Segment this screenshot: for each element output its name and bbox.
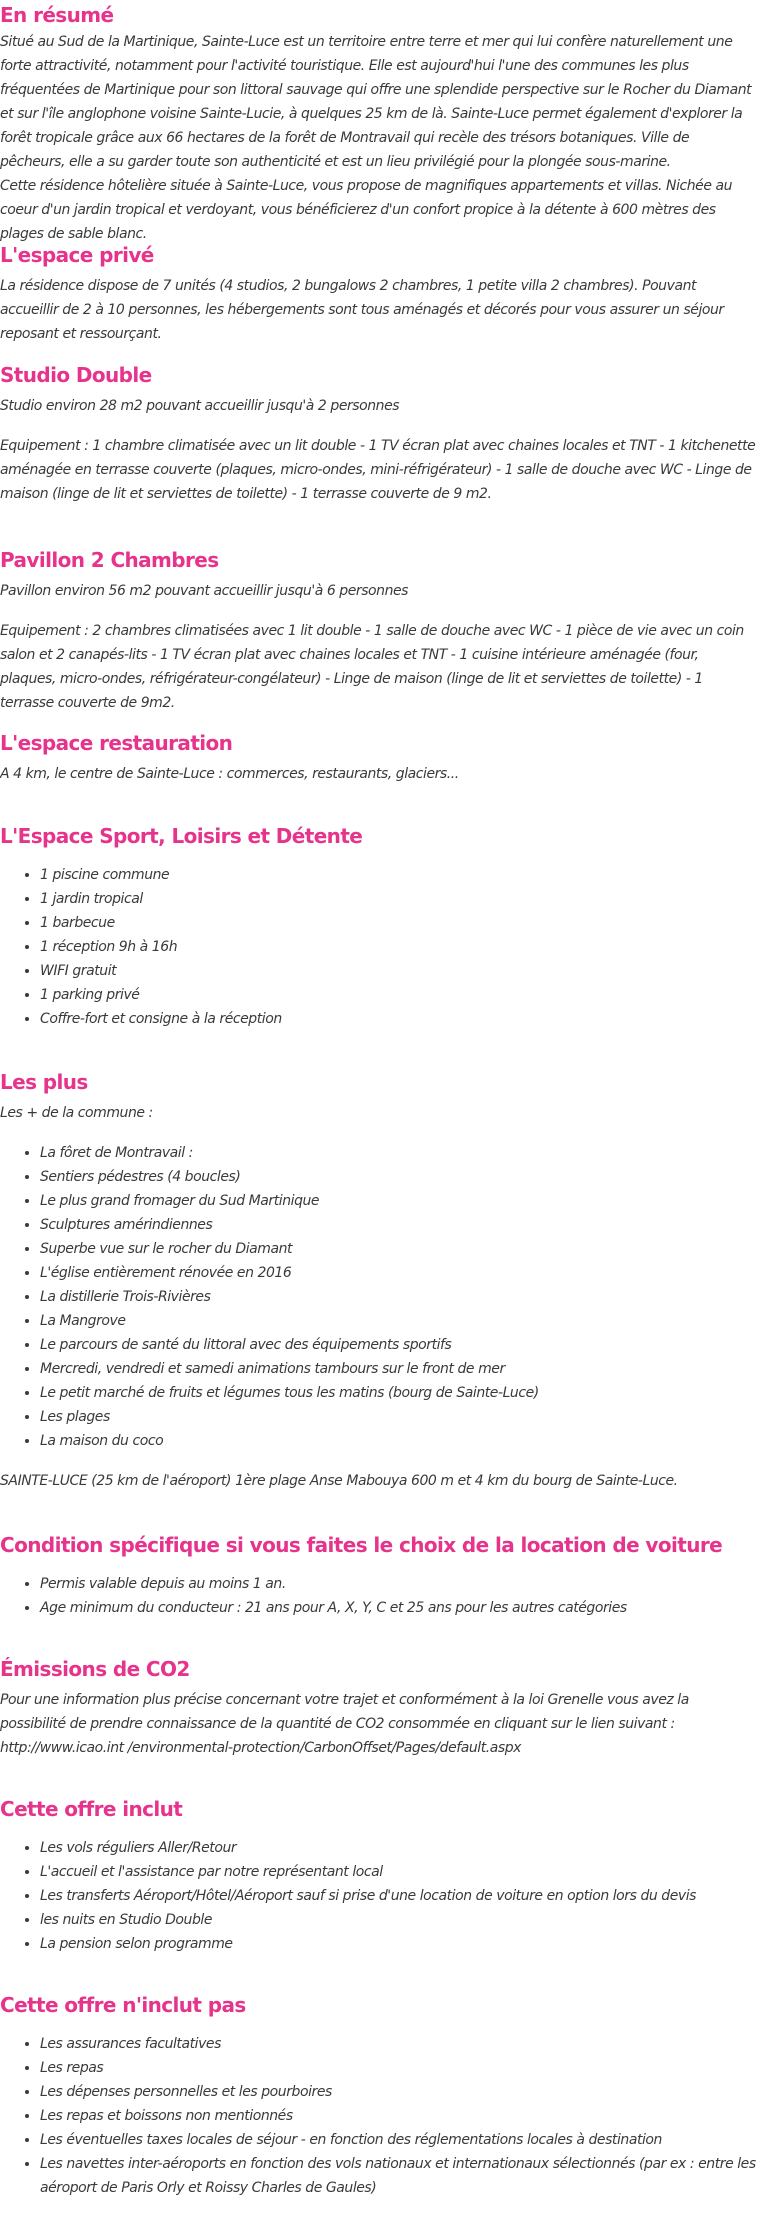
section-sport-loisirs <box>0 821 758 1067</box>
list-item: • L'accueil et l'assistance par notre représentant local <box>40 1860 758 1884</box>
list-item: • WIFI gratuit <box>40 959 758 983</box>
list-item: • Les vols réguliers Aller/Retour <box>40 1836 758 1860</box>
list-item: • Le petit marché de fruits et légumes tous les matins (bourg de Sainte-Luce) <box>40 1381 758 1405</box>
section-title: Cette offre inclut <box>0 1797 183 1821</box>
section-espace-prive <box>0 240 758 360</box>
list-item: • L'église entièrement rénovée en 2016 <box>40 1261 758 1285</box>
section-title: Condition spécifique si vous faites le choix de la location de voiture <box>0 1533 723 1557</box>
list-item: • Sentiers pédestres (4 boucles) <box>40 1165 758 1189</box>
list-item: • Le plus grand fromager du Sud Martinique <box>40 1189 758 1213</box>
paragraph: Les + de la commune : <box>0 1105 153 1121</box>
list-item: • Les assurances facultatives <box>40 2032 758 2056</box>
section-co2 <box>0 1654 758 1794</box>
section-title: L'Espace Sport, Loisirs et Détente <box>0 824 363 848</box>
list-item: • La Mangrove <box>40 1309 758 1333</box>
amenities-list <box>0 863 758 1031</box>
included-list <box>0 1836 758 1956</box>
list-item: • Superbe vue sur le rocher du Diamant <box>40 1237 758 1261</box>
paragraph: Equipement : 1 chambre climatisée avec un lit double - 1 TV écran plat avec chaines locales et TNT - 1 kitchenette aménagée en terrasse couverte (plaques, micro-ondes, mini-réfrigérateur) - 1 salle de douche avec WC - Linge de maison (linge de lit et serviettes de toilette) - 1 terrasse couverte de 9 m2. <box>0 438 756 502</box>
section-title: Pavillon 2 Chambres <box>0 548 219 572</box>
list-item: • 1 jardin tropical <box>40 887 758 911</box>
paragraph: Pour une information plus précise concernant votre trajet et conformément à la loi Grenelle vous avez la possibilité de prendre connaissance de la quantité de CO2 consommée en cliquant sur le lien suivant : http://www.icao.int /environmental-protection/CarbonOffset/Pages/default.aspx <box>0 1692 689 1756</box>
list-item: • 1 réception 9h à 16h <box>40 935 758 959</box>
list-item: • La maison du coco <box>40 1429 758 1453</box>
section-title: Émissions de CO2 <box>0 1657 190 1681</box>
paragraph: Cette résidence hôtelière située à Sainte-Luce, vous propose de magnifiques appartements et villas. Nichée au coeur d'un jardin tropical et verdoyant, vous bénéficierez d'un confort propice à la détente à 600 mètres des plages de sable blanc. <box>0 178 733 242</box>
section-restauration <box>0 728 758 821</box>
list-item: • 1 barbecue <box>40 911 758 935</box>
list-item: • 1 parking privé <box>40 983 758 1007</box>
car-rental-conditions-list <box>0 1572 758 1620</box>
section-pavillon <box>0 545 758 728</box>
section-title: L'espace privé <box>0 243 154 267</box>
section-resume <box>0 0 758 240</box>
commune-highlights-list <box>0 1141 758 1453</box>
section-offre-non-inclus <box>0 1990 758 2200</box>
list-item: • Mercredi, vendredi et samedi animations tambours sur le front de mer <box>40 1357 758 1381</box>
section-studio-double <box>0 360 758 545</box>
paragraph: La résidence dispose de 7 unités (4 studios, 2 bungalows 2 chambres, 1 petite villa 2 chambres). Pouvant accueillir de 2 à 10 personnes, les hébergements sont tous aménagés et décorés pour vous assurer un séjour reposant et ressourçant. <box>0 278 724 342</box>
section-les-plus <box>0 1067 758 1530</box>
list-item: • Coffre-fort et consigne à la réception <box>40 1007 758 1031</box>
paragraph: Equipement : 2 chambres climatisées avec 1 lit double - 1 salle de douche avec WC - 1 pièce de vie avec un coin salon et 2 canapés-lits - 1 TV écran plat avec chaines locales et TNT - 1 cuisine intérieure aménagée (four, plaques, micro-ondes, réfrigérateur-congélateur) - Linge de maison (linge de lit et serviettes de toilette) - 1 terrasse couverte de 9m2. <box>0 623 744 711</box>
list-item: • Permis valable depuis au moins 1 an. <box>40 1572 758 1596</box>
list-item: • Les navettes inter-aéroports en fonction des vols nationaux et internationaux sélectionnés (par ex : entre les aéroport de Paris Orly et Roissy Charles de Gaules) <box>40 2152 758 2200</box>
section-title: Cette offre n'inclut pas <box>0 1993 246 2017</box>
paragraph: Pavillon environ 56 m2 pouvant accueillir jusqu'à 6 personnes <box>0 583 409 599</box>
list-item: • Les plages <box>40 1405 758 1429</box>
paragraph: A 4 km, le centre de Sainte-Luce : commerces, restaurants, glaciers... <box>0 766 459 782</box>
paragraph: SAINTE-LUCE (25 km de l'aéroport) 1ère plage Anse Mabouya 600 m et 4 km du bourg de Sainte-Luce. <box>0 1473 678 1489</box>
section-offre-inclut <box>0 1794 758 1990</box>
not-included-list <box>0 2032 758 2200</box>
paragraph: Situé au Sud de la Martinique, Sainte-Luce est un territoire entre terre et mer qui lui confère naturellement une forte attractivité, notamment pour l'activité touristique. Elle est aujourd'hui l'une des communes les plus fréquentées de Martinique pour son littoral sauvage qui offre une splendide perspective sur le Rocher du Diamant et sur l'île anglophone voisine Sainte-Lucie, à quelques 25 km de là. Sainte-Luce permet également d'explorer la forêt tropicale grâce aux 66 hectares de la forêt de Montravail qui recèle des trésors botaniques. Ville de pêcheurs, elle a su garder toute son authenticité et est un lieu privilégié pour la plongée sous-marine. <box>0 34 752 170</box>
list-item: • les nuits en Studio Double <box>40 1908 758 1932</box>
list-item: • Le parcours de santé du littoral avec des équipements sportifs <box>40 1333 758 1357</box>
section-location-voiture <box>0 1530 758 1654</box>
list-item: • La pension selon programme <box>40 1932 758 1956</box>
list-item: • 1 piscine commune <box>40 863 758 887</box>
list-item: • La distillerie Trois-Rivières <box>40 1285 758 1309</box>
list-item: • La fôret de Montravail : <box>40 1141 758 1165</box>
list-item: • Les repas <box>40 2056 758 2080</box>
section-title: Les plus <box>0 1070 88 1094</box>
list-item: • Les dépenses personnelles et les pourboires <box>40 2080 758 2104</box>
section-title: L'espace restauration <box>0 731 233 755</box>
list-item: • Les repas et boissons non mentionnés <box>40 2104 758 2128</box>
paragraph: Studio environ 28 m2 pouvant accueillir jusqu'à 2 personnes <box>0 398 400 414</box>
list-item: • Les éventuelles taxes locales de séjour - en fonction des réglementations locales à destination <box>40 2128 758 2152</box>
list-item: • Les transferts Aéroport/Hôtel/Aéroport sauf si prise d'une location de voiture en option lors du devis <box>40 1884 758 1908</box>
list-item: • Sculptures amérindiennes <box>40 1213 758 1237</box>
list-item: • Age minimum du conducteur : 21 ans pour A, X, Y, C et 25 ans pour les autres catégories <box>40 1596 758 1620</box>
section-title: En résumé <box>0 3 114 27</box>
section-title: Studio Double <box>0 363 152 387</box>
